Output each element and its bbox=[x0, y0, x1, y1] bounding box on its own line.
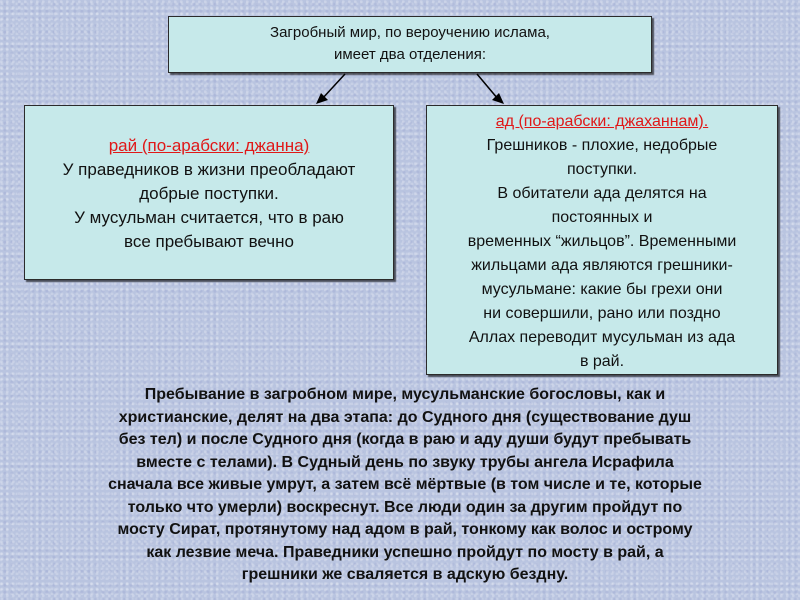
arrow-right bbox=[477, 74, 498, 99]
paradise-box bbox=[24, 105, 394, 280]
hell-line: В обитатели ада делятся на bbox=[497, 185, 707, 202]
hell-line: постоянных и bbox=[551, 209, 653, 226]
hell-line: жильцами ада являются грешники- bbox=[471, 257, 733, 274]
paragraph-line: вместе с телами). В Судный день по звуку трубы ангела Исрафила bbox=[136, 453, 674, 471]
paradise-line: У праведников в жизни преобладают bbox=[62, 160, 356, 179]
hell-line: Аллах переводит мусульман из ада bbox=[468, 329, 736, 346]
title-line: Загробный мир, по вероучению ислама, bbox=[270, 24, 550, 41]
hell-line: временных “жильцов”. Временными bbox=[467, 233, 737, 250]
paradise-line: У мусульман считается, что в раю bbox=[74, 208, 344, 227]
paradise-line: все пребывают вечно bbox=[123, 232, 294, 251]
paradise-heading: рай (по-арабски: джанна) bbox=[108, 136, 310, 155]
paragraph-line: мосту Сират, протянутому над адом в рай, тонкому как волос и острому bbox=[117, 521, 693, 538]
paragraph-line: христианские, делят на два этапа: до Судного дня (существование душ bbox=[118, 408, 692, 426]
hell-line: ни совершили, рано или поздно bbox=[483, 305, 721, 322]
paragraph-line: только что умерли) воскреснут. Все люди один за другим пройдут по bbox=[127, 498, 683, 516]
paragraph-line: Пребывание в загробном мире, мусульманские богословы, как и bbox=[144, 386, 666, 403]
paradise-line: добрые поступки. bbox=[139, 184, 279, 203]
paragraph-line: без тел) и после Судного дня (когда в раю и аду души будут пребывать bbox=[118, 431, 692, 448]
hell-line: поступки. bbox=[566, 161, 638, 178]
hell-line: Грешников - плохие, недобрые bbox=[486, 137, 718, 154]
paragraph-line: сначала все живые умрут, а затем всё мёртвые (в том числе и те, которые bbox=[108, 476, 702, 493]
title-line: имеет два отделения: bbox=[333, 46, 486, 63]
hell-line: в рай. bbox=[579, 353, 625, 370]
hell-line: мусульмане: какие бы грехи они bbox=[481, 281, 723, 298]
arrow-left bbox=[322, 74, 345, 99]
hell-heading: ад (по-арабски: джаханнам). bbox=[495, 113, 709, 130]
hell-box bbox=[426, 105, 778, 375]
paragraph-line: как лезвие меча. Праведники успешно пройдут по мосту в рай, а bbox=[146, 543, 664, 561]
paragraph-line: грешники же сваляется в адскую бездну. bbox=[241, 566, 569, 583]
afterlife-paragraph bbox=[40, 384, 770, 587]
